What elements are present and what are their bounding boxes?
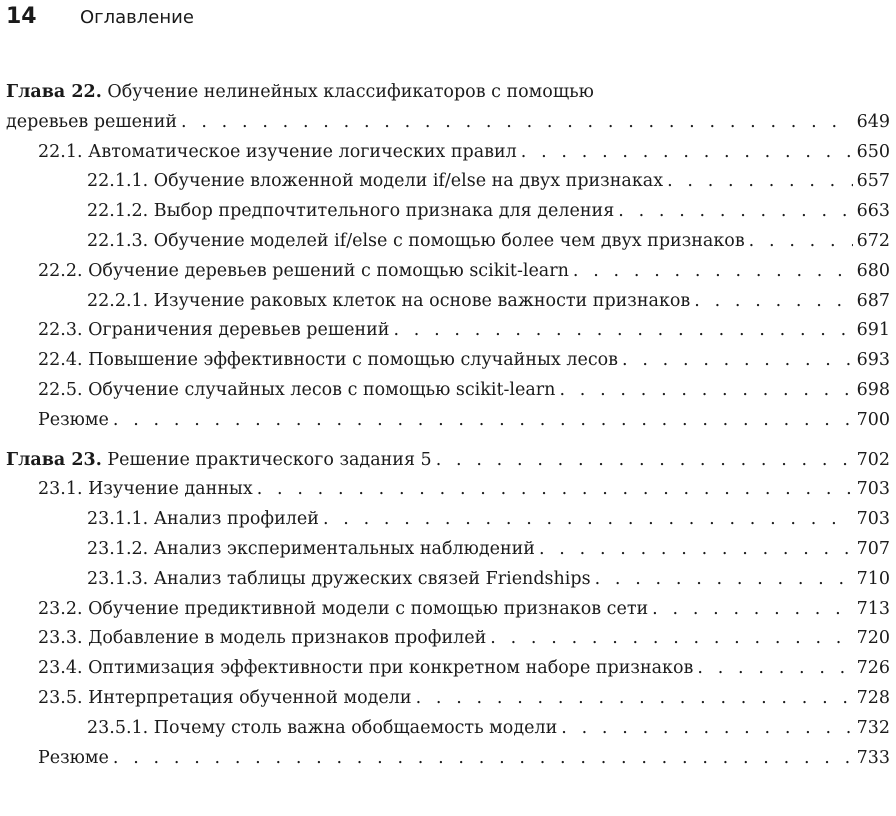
toc-entry [0,714,896,744]
page-ref: 733 [856,747,890,768]
dot-leader [663,167,853,197]
page-ref: 649 [856,111,890,132]
toc-entry [0,257,896,287]
chapter-title-line [0,446,896,476]
table-of-contents [0,78,896,783]
toc-entry-summary [0,744,896,774]
entry-title: 23.2. Обучение предиктивной модели с помощью признаков сети [38,598,649,619]
dot-leader [517,138,853,168]
dot-leader [690,287,852,317]
dot-leader [486,624,852,654]
toc-entry [0,316,896,346]
entry-title: 23.1. Изучение данных [38,479,253,500]
dot-leader [555,376,852,406]
page-number: 14 [6,4,37,29]
toc-entry [0,197,896,227]
page-ref: 707 [856,538,890,559]
toc-entry [0,654,896,684]
page-ref: 702 [856,449,890,470]
page-ref: 672 [856,230,890,251]
dot-leader [557,714,852,744]
chapter-title: Решение практического задания 5 [107,449,432,470]
entry-title: Резюме [38,409,109,430]
toc-entry [0,167,896,197]
toc-entry [0,624,896,654]
entry-title: 23.5.1. Почему столь важна обобщаемость модели [87,717,558,738]
page-ref: 710 [856,568,890,589]
page-ref: 703 [856,479,890,500]
entry-title: 22.1.3. Обучение моделей if/else с помощью более чем двух признаков [87,230,745,251]
toc-entry [0,505,896,535]
chapter-title-cont: деревьев решений [6,111,178,132]
chapter-label: Глава 22. [6,82,102,102]
dot-leader [745,227,853,257]
page-ref: 698 [856,379,890,400]
dot-leader [319,505,853,535]
toc-entry [0,565,896,595]
entry-title: 22.1.1. Обучение вложенной модели if/else на двух признаках [87,171,664,192]
page-ref: 728 [856,687,890,708]
entry-title: 22.1.2. Выбор предпочтительного признака для деления [87,201,615,222]
dot-leader [389,316,852,346]
chapter-23 [0,446,896,774]
entry-title: Резюме [38,747,109,768]
entry-title: 23.1.3. Анализ таблицы дружеских связей Friendships [87,568,591,589]
toc-entry [0,535,896,565]
chapter-title-line [0,78,896,108]
toc-entry [0,595,896,625]
toc-entry [0,138,896,168]
entry-title: 23.1.2. Анализ экспериментальных наблюдений [87,538,535,559]
dot-leader [177,108,853,138]
dot-leader [614,197,852,227]
dot-leader [693,654,852,684]
entry-title: 22.3. Ограничения деревьев решений [38,320,390,341]
chapter-title: Обучение нелинейных классификаторов с помощью [107,82,594,102]
toc-entry [0,376,896,406]
page-ref: 657 [856,171,890,192]
entry-title: 22.5. Обучение случайных лесов с помощью scikit-learn [38,379,556,400]
dot-leader [412,684,853,714]
page-ref: 720 [856,628,890,649]
dot-leader [648,595,852,625]
running-title: Оглавление [80,7,194,28]
entry-title: 22.4. Повышение эффективности с помощью случайных лесов [38,350,619,371]
chapter-title-continuation [0,108,896,138]
page-ref: 650 [856,141,890,162]
page-ref: 663 [856,201,890,222]
dot-leader [253,475,853,505]
chapter-heading [6,446,432,476]
dot-leader [591,565,853,595]
dot-leader [109,406,853,436]
dot-leader [569,257,853,287]
toc-entry [0,287,896,317]
chapter-label: Глава 23. [6,449,102,470]
page-ref: 726 [856,658,890,679]
page-ref: 687 [856,290,890,311]
toc-entry [0,684,896,714]
entry-title: 23.5. Интерпретация обученной модели [38,687,412,708]
page-header [6,4,194,34]
entry-title: 22.1. Автоматическое изучение логических правил [38,141,517,162]
page-ref: 693 [856,350,890,371]
chapter-22 [0,78,896,436]
dot-leader [109,744,853,774]
page-ref: 713 [856,598,890,619]
toc-entry [0,227,896,257]
dot-leader [618,346,853,376]
page-ref: 680 [856,260,890,281]
page-ref: 700 [856,409,890,430]
entry-title: 23.4. Оптимизация эффективности при конкретном наборе признаков [38,658,694,679]
page-ref: 703 [856,509,890,530]
toc-entry-summary [0,406,896,436]
entry-title: 23.3. Добавление в модель признаков профилей [38,628,487,649]
page-ref: 732 [856,717,890,738]
toc-entry [0,346,896,376]
entry-title: 22.2. Обучение деревьев решений с помощью scikit-learn [38,260,569,281]
entry-title: 22.2.1. Изучение раковых клеток на основе важности признаков [87,290,691,311]
dot-leader [535,535,853,565]
entry-title: 23.1.1. Анализ профилей [87,509,319,530]
dot-leader [432,446,853,476]
toc-entry [0,475,896,505]
page-ref: 691 [856,320,890,341]
